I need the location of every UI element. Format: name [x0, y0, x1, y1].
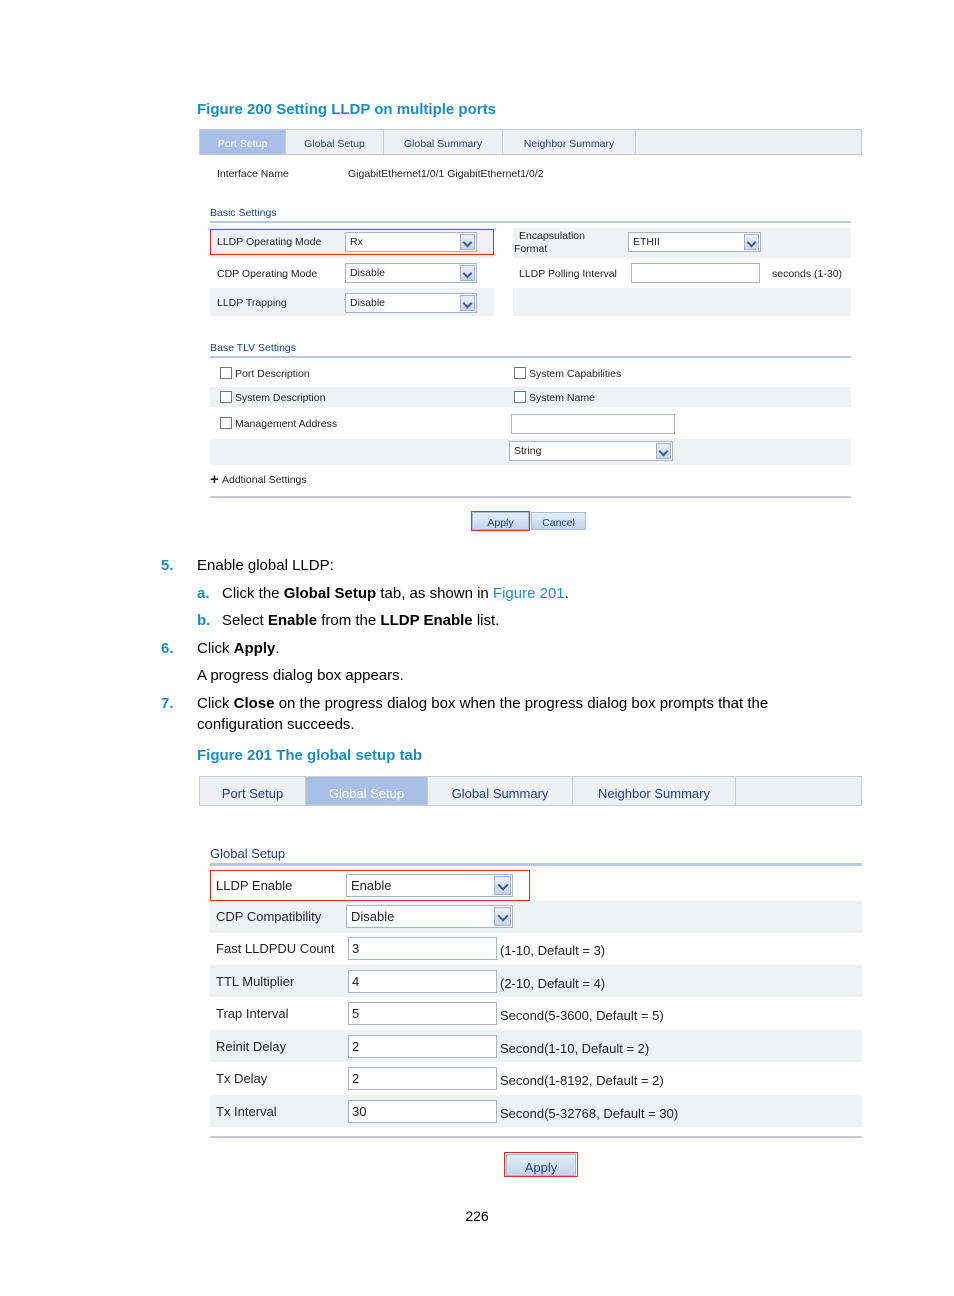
chevron-down-icon [656, 443, 671, 459]
tab-bar [199, 776, 862, 806]
tx-interval-hint: Second(5-32768, Default = 30) [500, 1106, 679, 1121]
step-6-text [197, 640, 280, 657]
fast-lldpdu-count-label: Fast LLDPDU Count [216, 941, 335, 956]
text: . [275, 640, 280, 657]
emphasis: Close [233, 695, 275, 712]
tx-interval-label: Tx Interval [216, 1104, 277, 1119]
system-name-checkbox[interactable] [514, 391, 526, 403]
step-7-text-line2: configuration succeeds. [197, 716, 355, 733]
system-description-label: System Description [235, 392, 326, 404]
text: Click [197, 640, 234, 657]
lldp-enable-select[interactable] [346, 874, 513, 897]
trap-interval-hint: Second(5-3600, Default = 5) [500, 1008, 664, 1023]
input-value: 3 [352, 941, 360, 956]
apply-button[interactable]: Apply [472, 512, 529, 530]
text: from the [317, 612, 381, 629]
selected-value: Disable [351, 909, 395, 924]
reinit-delay-hint: Second(1-10, Default = 2) [500, 1041, 650, 1056]
management-address-label: Management Address [235, 418, 338, 430]
step-number: 7. [161, 695, 174, 712]
selected-value: Disable [350, 297, 386, 309]
trap-interval-input[interactable] [348, 1002, 497, 1025]
basic-settings-title: Basic Settings [210, 207, 277, 219]
section-divider [210, 863, 862, 866]
encapsulation-format-select[interactable] [628, 232, 761, 252]
cancel-button[interactable]: Cancel [531, 512, 586, 530]
encapsulation-format-label: Encapsulation [519, 230, 585, 242]
port-description-label: Port Description [235, 368, 310, 380]
reinit-delay-input[interactable] [348, 1035, 497, 1058]
lldp-polling-interval-label: LLDP Polling Interval [519, 268, 617, 280]
substep-letter: b. [197, 612, 211, 629]
section-divider [210, 221, 851, 223]
tab-port-setup[interactable]: Port Setup [200, 777, 306, 805]
step-number: 6. [161, 640, 174, 657]
substep-a-text [222, 585, 569, 602]
system-capabilities-checkbox[interactable] [514, 367, 526, 379]
ttl-multiplier-hint: (2-10, Default = 4) [500, 976, 606, 991]
management-address-type-select[interactable] [509, 441, 673, 461]
bottom-divider [210, 496, 851, 498]
section-divider [210, 356, 851, 358]
tab-neighbor-summary[interactable]: Neighbor Summary [573, 777, 736, 805]
selected-value: Enable [351, 878, 392, 893]
lldp-trapping-select[interactable] [345, 293, 477, 313]
ttl-multiplier-input[interactable] [348, 970, 497, 993]
text: Select [222, 612, 268, 629]
cdp-operating-mode-select[interactable] [345, 263, 477, 283]
management-address-input[interactable] [511, 414, 675, 434]
figure-200-caption: Figure 200 Setting LLDP on multiple ports [197, 101, 496, 118]
system-description-checkbox[interactable] [220, 391, 232, 403]
step-5-text: Enable global LLDP: [197, 557, 334, 574]
system-name-label: System Name [529, 392, 595, 404]
input-value: 5 [352, 1006, 360, 1021]
emphasis: LLDP Enable [380, 612, 473, 629]
polling-interval-range: seconds (1-30) [772, 268, 843, 280]
text: Click [197, 695, 234, 712]
row-band [513, 288, 851, 316]
system-capabilities-label: System Capabilities [529, 368, 622, 380]
interface-name-value: GigabitEthernet1/0/1 GigabitEthernet1/0/2 [348, 168, 544, 180]
tx-delay-input[interactable] [348, 1067, 497, 1090]
step-6-note: A progress dialog box appears. [197, 667, 404, 684]
trap-interval-label: Trap Interval [216, 1006, 289, 1021]
substep-b-text [222, 612, 499, 629]
text: list. [472, 612, 500, 629]
tx-delay-label: Tx Delay [216, 1071, 268, 1086]
chevron-down-icon [460, 234, 475, 250]
cdp-operating-mode-label: CDP Operating Mode [217, 268, 318, 280]
text: on the progress dialog box when the progress dialog box prompts that the [274, 695, 769, 712]
selected-value: ETHII [633, 236, 660, 248]
ttl-multiplier-label: TTL Multiplier [216, 974, 295, 989]
lldp-polling-interval-input[interactable] [631, 263, 760, 283]
lldp-trapping-label: LLDP Trapping [217, 297, 287, 309]
tx-delay-hint: Second(1-8192, Default = 2) [500, 1073, 664, 1088]
management-address-checkbox[interactable] [220, 417, 232, 429]
text: tab, as shown in [376, 585, 493, 602]
figure-201-link[interactable]: Figure 201 [492, 585, 565, 602]
figure-200-port-setup [199, 129, 862, 539]
page-number: 226 [465, 1208, 489, 1224]
reinit-delay-label: Reinit Delay [216, 1039, 287, 1054]
port-description-checkbox[interactable] [220, 367, 232, 379]
chevron-down-icon [494, 907, 511, 926]
input-value: 4 [352, 974, 360, 989]
apply-button[interactable]: Apply [506, 1154, 576, 1176]
lldp-enable-label: LLDP Enable [216, 878, 293, 893]
interface-name-label: Interface Name [217, 168, 289, 180]
emphasis: Apply [233, 640, 276, 657]
emphasis: Global Setup [283, 585, 377, 602]
tab-global-setup[interactable]: Global Setup [306, 777, 428, 805]
substep-letter: a. [197, 585, 210, 602]
input-value: 30 [352, 1104, 367, 1119]
chevron-down-icon [744, 234, 759, 250]
emphasis: Enable [267, 612, 318, 629]
text: Click the [222, 585, 284, 602]
lldp-operating-mode-label: LLDP Operating Mode [217, 236, 322, 248]
base-tlv-settings-title: Base TLV Settings [210, 342, 296, 354]
cdp-compatibility-label: CDP Compatibility [216, 909, 322, 924]
tab-global-setup[interactable]: Global Setup [286, 130, 384, 154]
additional-settings-toggle[interactable]: Addtional Settings [222, 474, 307, 486]
lldp-operating-mode-select[interactable] [345, 232, 477, 252]
chevron-down-icon [460, 265, 475, 281]
bottom-divider [210, 1136, 862, 1138]
global-setup-section-title: Global Setup [210, 846, 286, 861]
input-value: 2 [352, 1039, 360, 1054]
step-number: 5. [161, 557, 174, 574]
selected-value: String [514, 445, 542, 457]
input-value: 2 [352, 1071, 360, 1086]
fast-lldpdu-count-input[interactable] [348, 937, 497, 960]
selected-value: Rx [350, 236, 363, 248]
cdp-compatibility-select[interactable] [346, 905, 513, 928]
text: . [564, 585, 569, 602]
plus-icon[interactable]: + [210, 471, 219, 488]
chevron-down-icon [460, 295, 475, 311]
encapsulation-format-label-line2: Format [514, 243, 548, 255]
figure-201-caption: Figure 201 The global setup tab [197, 747, 423, 764]
step-7-text [197, 695, 768, 712]
fast-lldpdu-count-hint: (1-10, Default = 3) [500, 943, 606, 958]
tab-neighbor-summary[interactable]: Neighbor Summary [503, 130, 636, 154]
tab-global-summary[interactable]: Global Summary [384, 130, 503, 154]
chevron-down-icon [494, 876, 511, 895]
tab-port-setup[interactable]: Port Setup [200, 130, 286, 154]
selected-value: Disable [350, 267, 386, 279]
figure-201-global-setup [199, 776, 862, 1181]
tab-global-summary[interactable]: Global Summary [428, 777, 573, 805]
tab-bar [199, 129, 862, 155]
tx-interval-input[interactable] [348, 1100, 497, 1123]
